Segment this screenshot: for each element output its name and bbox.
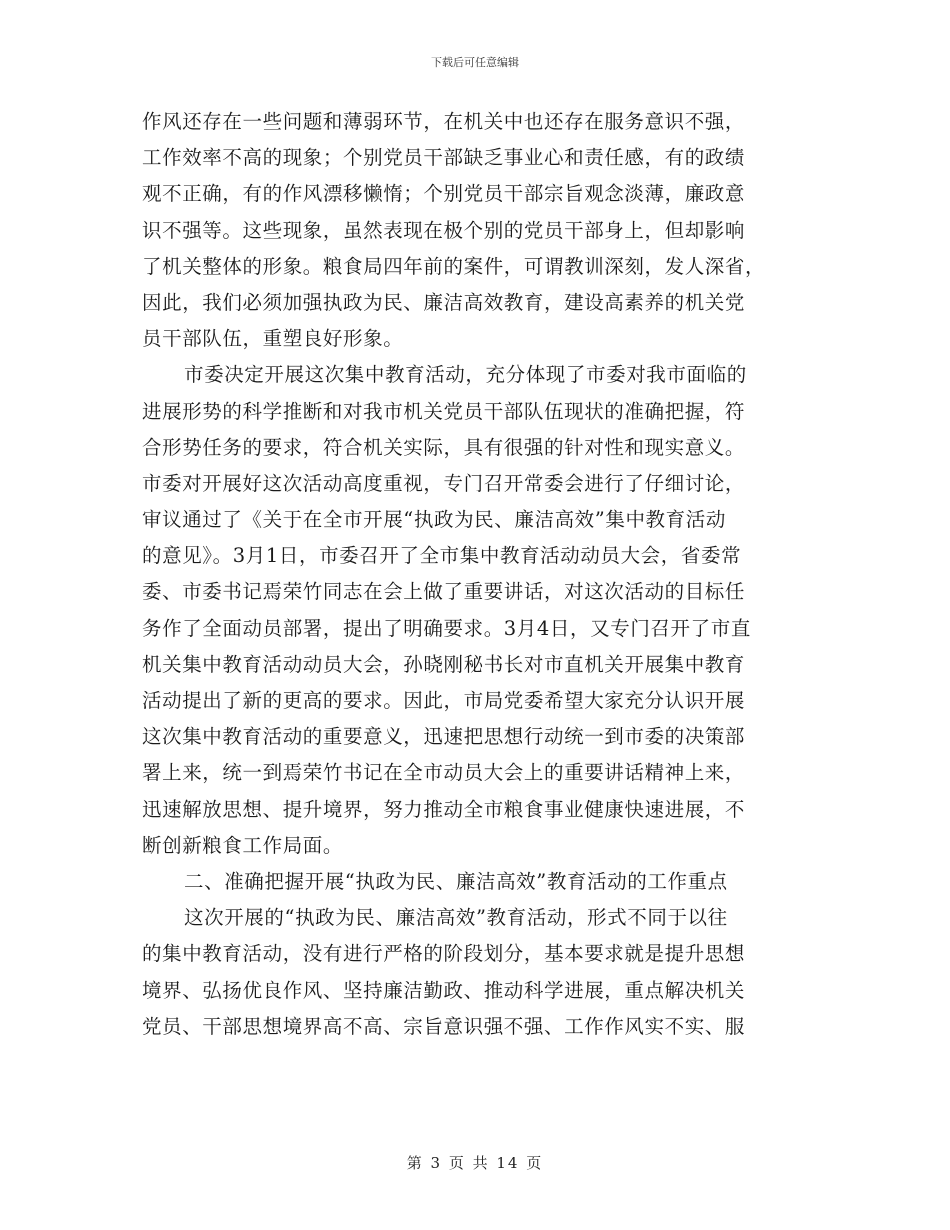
text-line: 的意见》。3月1日，市委召开了全市集中教育活动动员大会，省委常: [142, 544, 742, 568]
text-line: 机关集中教育活动动员大会，孙晓刚秘书长对市直机关开展集中教育: [142, 652, 746, 676]
text-line: 合形势任务的要求，符合机关实际，具有很强的针对性和现实意义。: [142, 435, 746, 459]
text-line: 员干部队伍，重塑良好形象。: [142, 327, 404, 351]
text-line: 断创新粮食工作局面。: [142, 833, 344, 857]
text-line: 二、准确把握开展“执政为民、廉洁高效”教育活动的工作重点: [184, 869, 728, 893]
text-line: 工作效率不高的现象；个别党员干部缺乏事业心和责任感，有的政绩: [142, 146, 746, 170]
text-line: 境界、弘扬优良作风、坚持廉洁勤政、推动科学进展，重点解决机关: [142, 978, 746, 1002]
text-line: 这次开展的“执政为民、廉洁高效”教育活动，形式不同于以往: [184, 906, 728, 930]
text-line: 这次集中教育活动的重要意义，迅速把思想行动统一到市委的决策部: [142, 725, 746, 749]
text-line: 迅速解放思想、提升境界，努力推动全市粮食事业健康快速进展，不: [142, 797, 746, 821]
text-line: 识不强等。这些现象，虽然表现在极个别的党员干部身上，但却影响: [142, 218, 746, 242]
text-line: 进展形势的科学推断和对我市机关党员干部队伍现状的准确把握，符: [142, 399, 746, 423]
text-line: 市委决定开展这次集中教育活动，充分体现了市委对我市面临的: [184, 363, 747, 387]
text-line: 的集中教育活动，没有进行严格的阶段划分，基本要求就是提升思想: [142, 942, 746, 966]
text-line: 审议通过了《关于在全市开展“执政为民、廉洁高效”集中教育活动: [142, 508, 726, 532]
text-line: 作风还存在一些问题和薄弱环节，在机关中也还存在服务意识不强，: [142, 110, 746, 133]
document-body: [142, 104, 812, 1045]
text-line: 党员、干部思想境界高不高、宗旨意识强不强、工作作风实不实、服: [142, 1014, 746, 1038]
text-line: 因此，我们必须加强执政为民、廉洁高效教育，建设高素养的机关党: [142, 290, 746, 314]
text-line: 署上来，统一到焉荣竹书记在全市动员大会上的重要讲话精神上来，: [142, 761, 746, 785]
text-line: 委、市委书记焉荣竹同志在会上做了重要讲话，对这次活动的目标任: [142, 580, 746, 604]
text-line: 活动提出了新的更高的要求。因此，市局党委希望大家充分认识开展: [142, 689, 746, 712]
page-number-footer: 第 3 页 共 14 页: [406, 1154, 544, 1172]
text-line: 了机关整体的形象。粮食局四年前的案件，可谓教训深刻，发人深省，: [142, 254, 766, 278]
text-line: 务作了全面动员部署，提出了明确要求。3月4日，又专门召开了市直: [142, 616, 751, 640]
page-header: 下载后可任意编辑: [431, 56, 519, 69]
text-line: 市委对开展好这次活动高度重视，专门召开常委会进行了仔细讨论，: [142, 471, 746, 495]
text-line: 观不正确，有的作风漂移懒惰；个别党员干部宗旨观念淡薄，廉政意: [142, 182, 746, 206]
